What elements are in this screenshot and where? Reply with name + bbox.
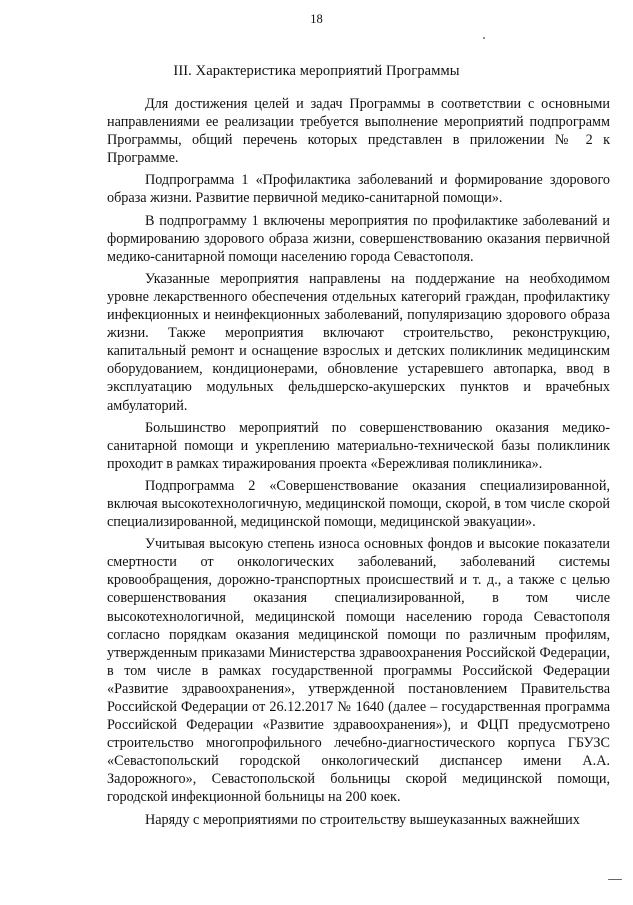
document-body — [107, 95, 610, 833]
scan-speck — [608, 879, 622, 880]
paragraph: Большинство мероприятий по совершенствованию оказания медико-санитарной помощи и укреплению материально-технической базы поликлиник проходит в рамках тиражирования проекта «Бережливая поликлиника». — [107, 419, 610, 472]
paragraph: Указанные мероприятия направлены на поддержание на необходимом уровне лекарственного обеспечения отдельных категорий граждан, профилактику инфекционных и неинфекционных заболеваний, популяризацию здорового образа жизни. Также мероприятия включают строительство, реконструкцию, капитальный ремонт и оснащение взрослых и детских поликлиник медицинским оборудованием, кондиционерами, обновление устаревшего автопарка, ввод в эксплуатацию модульных фельдшерско-акушерских пунктов и врачебных амбулаторий. — [107, 270, 610, 414]
paragraph: Подпрограмма 2 «Совершенствование оказания специализированной, включая высокотехнологичную, медицинской помощи, скорой, в том числе скорой специализированной, медицинской помощи, медицинской эвакуации». — [107, 477, 610, 531]
paragraph: Подпрограмма 1 «Профилактика заболеваний и формирование здорового образа жизни. Развитие первичной медико-санитарной помощи». — [107, 172, 610, 207]
paragraph: Учитывая высокую степень износа основных фондов и высокие показатели смертности от онкологических заболеваний, заболеваний системы кровообращения, дорожно-транспортных происшествий и т. д., а также с целью совершенствования оказания специализированной, в том числе высокотехнологичной, медицинской помощи населению города Севастополя согласно порядкам оказания медицинской помощи по различным профилям, утвержденным приказами Министерства здравоохранения Российской Федерации, в том числе в рамках государственной программы Российской Федерации «Развитие здравоохранения», утвержденной постановлением Правительства Российской Федерации от 26.12.2017 № 1640 (далее – государственная программа Российской Федерации «Развитие здравоохранения»), и ФЦП предусмотрено строительство многопрофильного лечебно-диагностического корпуса ГБУЗС «Севастопольский городской онкологический диспансер имени А.А. Задорожного», Севастопольской больницы скорой медицинской помощи, городской инфекционной больницы на 200 коек. — [107, 536, 610, 806]
paragraph: Для достижения целей и задач Программы в соответствии с основными направлениями ее реализации требуется выполнение мероприятий подпрограмм Программы, общий перечень которых представлен в приложении № 2 к Программе. — [107, 96, 610, 167]
paragraph: В подпрограмму 1 включены мероприятия по профилактике заболеваний и формированию здорового образа жизни, совершенствованию оказания первичной медико-санитарной помощи населению города Севастополя. — [107, 212, 610, 265]
section-heading: III. Характеристика мероприятий Программы — [173, 63, 460, 79]
page-number: 18 — [310, 12, 323, 26]
paragraph: Наряду с мероприятиями по строительству вышеуказанных важнейших — [145, 811, 580, 828]
scan-speck — [483, 37, 485, 39]
